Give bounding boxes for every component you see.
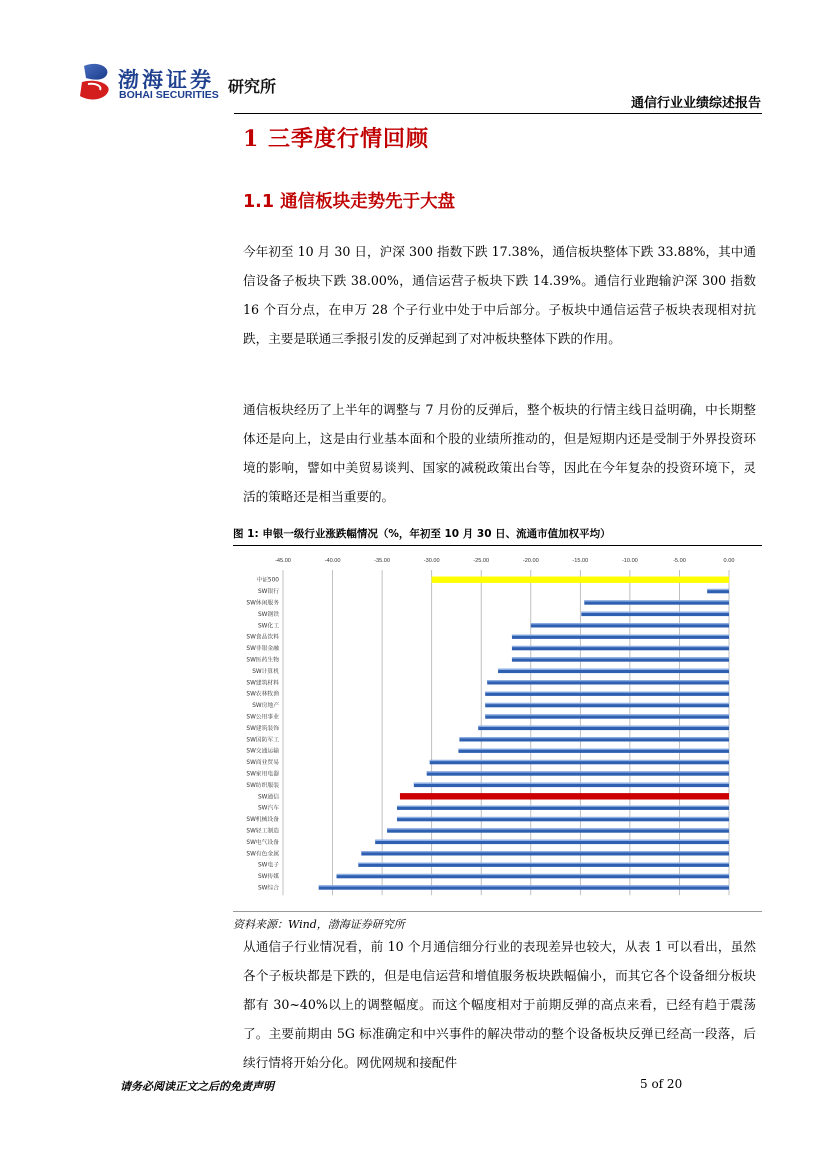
category-label: SW非银金融 <box>246 646 279 653</box>
category-label: SW国防军工 <box>246 737 279 744</box>
x-tick-label: -20.00 <box>522 558 539 564</box>
x-tick-label: -5.00 <box>673 558 686 564</box>
paragraph-1: 今年初至 10 月 30 日，沪深 300 指数下跌 17.38%，通信板块整体下跌 33.88%，其中通信设备子板块下跌 38.00%，通信运营子板块下跌 14.39%。通信行业跑输沪深 300 指数 16 个百分点，在申万 28 个子行业中处于中后部分。子板块中通信运营子板块表现相对抗跌，主要是联通三季报引发的反弹起到了对冲板块整体下跌的作用。 <box>243 244 756 346</box>
category-label: SW房地产 <box>252 703 279 710</box>
bar-shine <box>375 840 729 841</box>
x-tick-label: -25.00 <box>473 558 490 564</box>
bar-shine <box>512 635 729 636</box>
x-tick-label: -35.00 <box>374 558 391 564</box>
industry-change-bar-chart <box>233 548 762 908</box>
category-label: SW家用电器 <box>246 771 279 778</box>
category-label: SW交通运输 <box>246 748 279 755</box>
bar-shine <box>498 669 729 670</box>
bar-shine <box>531 623 729 624</box>
section-heading: 1 三季度行情回顾 <box>243 126 429 152</box>
bar-shine <box>387 828 729 829</box>
paragraph-2: 通信板块经历了上半年的调整与 7 月份的反弹后，整个板块的行情主线日益明确，中长期整体还是向上，这是由行业基本面和个股的业绩所推动的，但是短期内还是受制于外界投资环境的影响，譬如中美贸易谈判、国家的减税政策出台等，因此在今年复杂的投资环境下，灵活的策略还是相当重要的。 <box>243 402 756 504</box>
bar-shine <box>485 703 729 704</box>
category-label: SW商业贸易 <box>246 760 279 767</box>
report-title: 通信行业业绩综述报告 <box>630 96 761 111</box>
figure-title: 图 1: 申银一级行业涨跌幅情况（%，年初至 10 月 30 日、流通市值加权平均） <box>233 528 611 540</box>
x-tick-label: 0.00 <box>723 558 735 564</box>
bar-shine <box>427 771 729 772</box>
category-label: SW综合 <box>257 885 279 892</box>
x-tick-label: -30.00 <box>423 558 440 564</box>
bar-shine <box>319 885 729 886</box>
bar-shine <box>487 680 729 681</box>
x-tick-label: -15.00 <box>572 558 589 564</box>
category-label: SW化工 <box>257 623 279 630</box>
category-label: SW钢铁 <box>257 611 279 618</box>
page-number: 5 of 20 <box>640 1077 683 1091</box>
bar-shine <box>459 737 729 738</box>
category-label: SW计算机 <box>252 668 279 675</box>
category-label: SW银行 <box>257 589 279 596</box>
figure-top-rule <box>233 545 762 546</box>
logo-chinese-name: 渤海证券 <box>118 68 214 92</box>
category-label: SW休闲服务 <box>246 600 279 607</box>
bar-shine <box>512 657 729 658</box>
institute-label: 研究所 <box>228 77 277 96</box>
bar-shine <box>458 749 729 750</box>
category-label: SW电气设备 <box>246 839 279 846</box>
category-label: SW通信 <box>257 794 279 801</box>
bar-shine <box>361 851 729 852</box>
bar-shine <box>707 589 729 590</box>
category-label: SW食品饮料 <box>246 634 279 641</box>
x-tick-label: -40.00 <box>324 558 341 564</box>
category-label: SW有色金属 <box>246 851 279 858</box>
bar-shine <box>512 646 729 647</box>
bar-shine <box>358 863 729 864</box>
bar-shine <box>337 874 729 875</box>
bohai-logo-icon <box>78 62 114 102</box>
bar-shine <box>414 783 729 784</box>
category-label: SW公用事业 <box>246 714 279 721</box>
bar <box>400 793 729 799</box>
bar-shine <box>478 726 729 727</box>
logo-english-name: BOHAI SECURITIES <box>119 89 219 101</box>
category-label: 中证500 <box>256 577 279 584</box>
paragraph-3: 从通信子行业情况看，前 10 个月通信细分行业的表现差异也较大，从表 1 可以看出，虽然各个子板块都是下跌的，但是电信运营和增值服务板块跌幅偏小，而其它各个设备细分板块都有 30~40%以上的调整幅度。而这个幅度相对于前期反弹的高点来看，已经有趋于震荡了。主要前期由 5G 标准确定和中兴事件的解决带动的整个设备板块反弹已经高一段落，后续行情将开始分化。网优网规和接配件 <box>243 939 756 1070</box>
logo <box>78 62 293 106</box>
bar-shine <box>397 817 729 818</box>
header-divider <box>234 113 762 114</box>
bar-shine <box>485 692 729 693</box>
category-label: SW电子 <box>257 862 279 869</box>
category-label: SW建筑装饰 <box>246 725 279 732</box>
category-label: SW医药生物 <box>246 657 279 664</box>
figure-bottom-rule <box>233 911 762 912</box>
bar-shine <box>581 612 729 613</box>
category-label: SW汽车 <box>257 805 279 812</box>
bar-shine <box>430 760 729 761</box>
bar-shine <box>397 806 729 807</box>
figure-source: 资料来源：Wind，渤海证券研究所 <box>233 918 405 931</box>
category-label: SW建筑材料 <box>246 680 279 687</box>
bar-shine <box>485 714 729 715</box>
disclaimer-note: 请务必阅读正文之后的免责声明 <box>120 1080 274 1093</box>
bar <box>432 577 729 583</box>
bar-shine <box>584 600 729 601</box>
category-label: SW传媒 <box>257 874 279 881</box>
x-tick-label: -45.00 <box>275 558 291 564</box>
category-label: SW轻工制造 <box>246 828 279 835</box>
x-tick-label: -10.00 <box>621 558 638 564</box>
category-label: SW纺织服装 <box>246 782 279 789</box>
category-label: SW农林牧渔 <box>246 691 279 698</box>
category-label: SW机械设备 <box>246 817 279 824</box>
subsection-heading: 1.1 通信板块走势先于大盘 <box>243 192 456 212</box>
